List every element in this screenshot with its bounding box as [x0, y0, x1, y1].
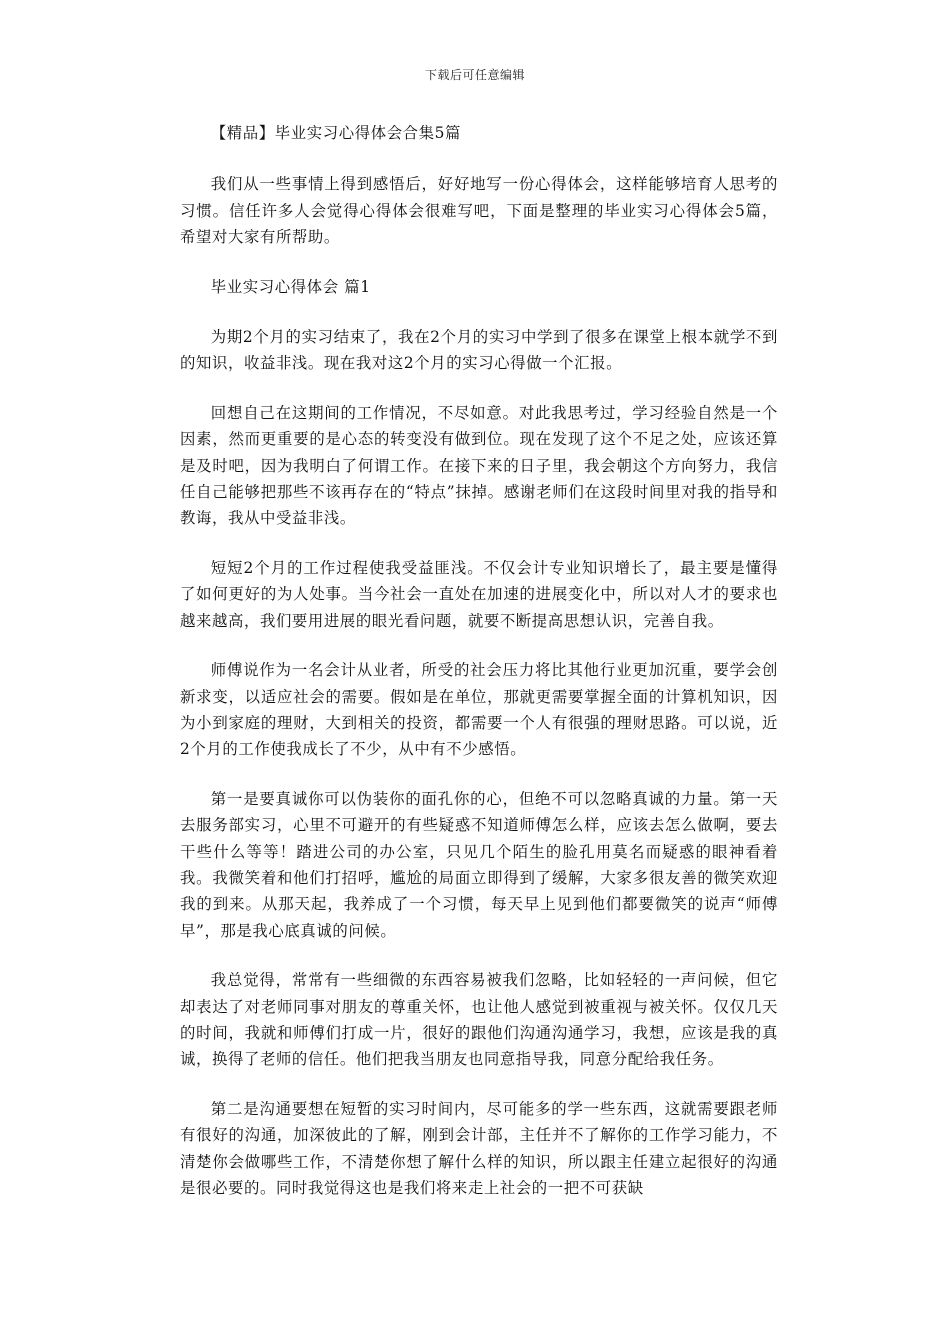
body-paragraph: 短短2个月的工作过程使我受益匪浅。不仅会计专业知识增长了，最主要是懂得了如何更好的为人处事。当今社会一直处在加速的进展变化中，所以对人才的要求也越来越高，我们要用进展的眼光看问题，就要不断提高思想认识，完善自我。 — [180, 558, 778, 630]
body-paragraph: 师傅说作为一名会计从业者，所受的社会压力将比其他行业更加沉重，要学会创新求变，以适应社会的需要。假如是在单位，那就更需要掌握全面的计算机知识，因为小到家庭的理财，大到相关的投资，都需要一个人有很强的理财思路。可以说，近2个月的工作使我成长了不少，从中有不少感悟。 — [180, 661, 778, 759]
body-paragraph: 第一是要真诚你可以伪装你的面孔你的心，但绝不可以忽略真诚的力量。第一天去服务部实习，心里不可避开的有些疑惑不知道师傅怎么样，应该去怎么做啊，要去干些什么等等！踏进公司的办公室，只见几个陌生的脸孔用莫名而疑惑的眼神看着我。我微笑着和他们打招呼，尴尬的局面立即得到了缓解，大家多很友善的微笑欢迎我的到来。从那天起，我养成了一个习惯，每天早上见到他们都要微笑的说声“师傅早”，那是我心底真诚的问候。 — [180, 789, 778, 940]
body-paragraph: 我总觉得，常常有一些细微的东西容易被我们忽略，比如轻轻的一声问候，但它却表达了对老师同事对朋友的尊重关怀，也让他人感觉到被重视与被关怀。仅仅几天的时间，我就和师傅们打成一片，很好的跟他们沟通沟通学习，我想，应该是我的真诚，换得了老师的信任。他们把我当朋友也同意指导我，同意分配给我任务。 — [180, 971, 778, 1069]
body-paragraph: 第二是沟通要想在短暂的实习时间内，尽可能多的学一些东西，这就需要跟老师有很好的沟通，加深彼此的了解，刚到会计部，主任并不了解你的工作学习能力，不清楚你会做哪些工作，不清楚你想了解什么样的知识，所以跟主任建立起很好的沟通是很必要的。同时我觉得这也是我们将来走上社会的一把不可获缺 — [180, 1099, 778, 1197]
page-header-note: 下载后可任意编辑 — [424, 68, 525, 82]
intro-paragraph: 我们从一些事情上得到感悟后，好好地写一份心得体会，这样能够培育人思考的习惯。信任许多人会觉得心得体会很难写吧，下面是整理的毕业实习心得体会5篇，希望对大家有所帮助。 — [180, 175, 778, 247]
document-title: 【精品】毕业实习心得体会合集5篇 — [210, 124, 462, 142]
document-body — [180, 120, 778, 1224]
body-paragraph: 为期2个月的实习结束了，我在2个月的实习中学到了很多在课堂上根本就学不到的知识，收益非浅。现在我对这2个月的实习心得做一个汇报。 — [180, 328, 778, 373]
section-heading: 毕业实习心得体会 篇1 — [210, 277, 371, 296]
body-paragraph: 回想自己在这期间的工作情况，不尽如意。对此我思考过，学习经验自然是一个因素，然而更重要的是心态的转变没有做到位。现在发现了这个不足之处，应该还算是及时吧，因为我明白了何谓工作。在接下来的日子里，我会朝这个方向努力，我信任自己能够把那些不该再存在的“特点”抹掉。感谢老师们在这段时间里对我的指导和教诲，我从中受益非浅。 — [180, 403, 778, 528]
